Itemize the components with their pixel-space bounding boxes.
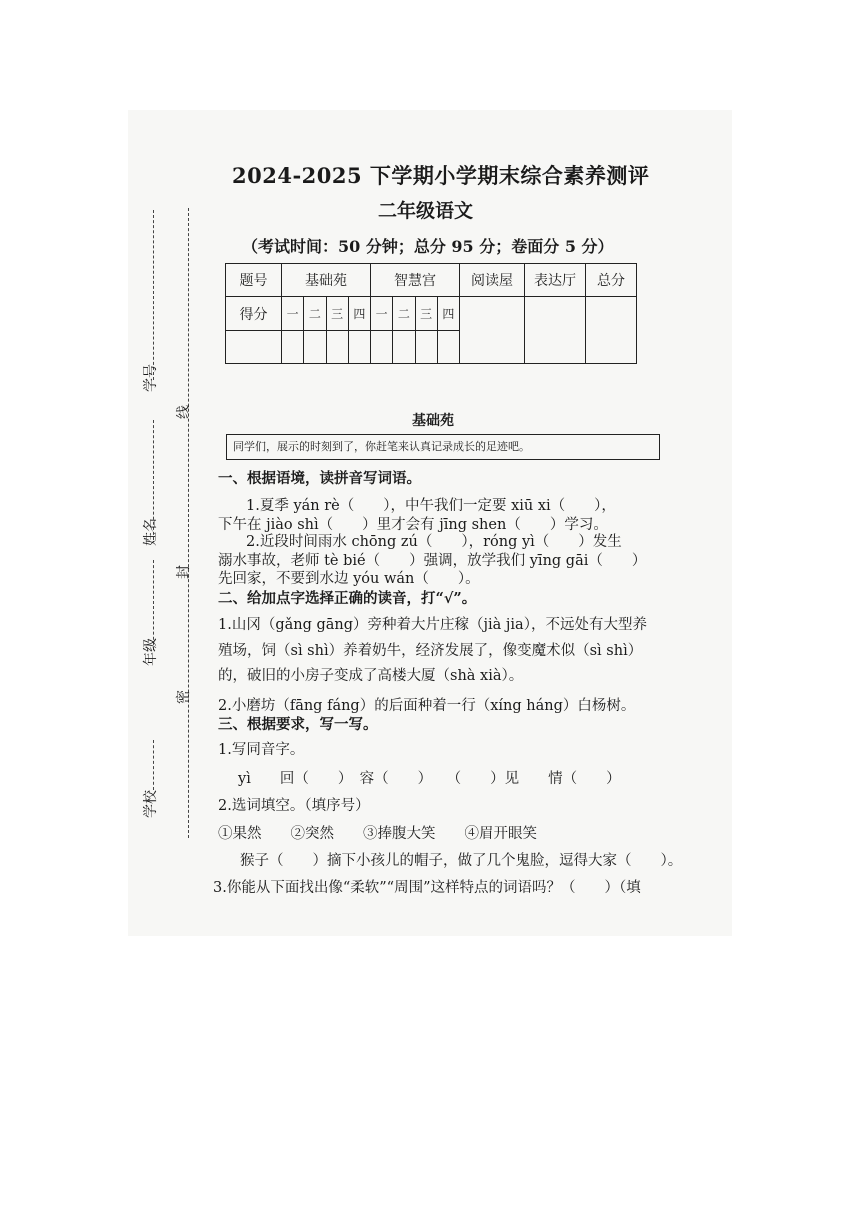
student-id-label: 学号 [143,364,159,392]
q1-title: 一、根据语境，读拼音写词语。 [218,470,421,487]
score-cell[interactable] [437,331,459,364]
q2-line: 1.山冈（gǎng gāng）旁种着大片庄稼（jià jia），不远处有大型养 [218,617,647,633]
header-cell: 总分 [586,264,637,297]
school-line[interactable] [153,740,154,790]
score-cell[interactable] [371,331,393,364]
score-cell[interactable] [415,331,437,364]
q2-line: 殖场，饲（sì shì）养着奶牛，经济发展了，像变魔术似（sì shì） [218,643,643,659]
q3-fill-line: 猴子（ ）摘下小孩儿的帽子，做了几个鬼脸，逗得大家（ ）。 [240,853,683,869]
sub-cell: 二 [304,297,326,331]
q2-line: 的，破旧的小房子变成了高楼大厦（shà xià）。 [218,668,524,684]
q3-sub1: 1.写同音字。 [218,742,305,758]
header-cell: 表达厅 [525,264,586,297]
q2-title: 二、给加点字选择正确的读音，打“√”。 [218,590,477,607]
score-table [225,263,637,364]
school-label: 学校 [143,790,159,818]
q3-sub2: 2.选词填空。（填序号） [218,798,370,814]
sub-cell: 一 [371,297,393,331]
score-cell[interactable] [226,331,282,364]
score-cell[interactable] [586,297,637,364]
grade-label: 年级 [143,638,159,666]
score-cell[interactable] [282,331,304,364]
sub-cell: 三 [415,297,437,331]
q3-sub3: 3.你能从下面找出像“柔软”“周围”这样特点的词语吗？（ ）（填 [213,880,641,896]
seal-char-line: 线 [176,405,192,419]
header-cell: 题号 [226,264,282,297]
encouragement-note: 同学们，展示的时刻到了，你赶笔来认真记录成长的足迹吧。 [226,434,660,460]
student-id-line[interactable] [153,210,154,380]
seal-char-secret: 密 [176,690,192,704]
score-cell[interactable] [348,331,370,364]
sub-cell: 四 [348,297,370,331]
header-cell: 阅读屋 [460,264,525,297]
score-cell[interactable] [304,331,326,364]
sub-cell: 四 [437,297,459,331]
grade-line[interactable] [153,560,154,650]
score-cell[interactable] [525,297,586,364]
header-cell: 智慧宫 [371,264,460,297]
exam-subtitle: 二年级语文 [378,200,474,222]
q1-line: 先回家，不要到水边 yóu wán（ ）。 [218,571,480,587]
q1-line: 下午在 jiào shì（ ）里才会有 jīng shen（ ）学习。 [218,517,608,533]
header-cell: 基础苑 [282,264,371,297]
score-cell[interactable] [460,297,525,364]
exam-title: 2024-2025 下学期小学期末综合素养测评 [232,163,650,188]
q1-line: 1.夏季 yán rè（ ），中午我们一定要 xiū xi（ ）， [246,498,616,514]
q1-line: 2.近段时间雨水 chōng zú（ ），róng yì（ ）发生 [246,534,622,550]
exam-info: （考试时间：50 分钟；总分 95 分；卷面分 5 分） [242,237,614,256]
q1-line: 溺水事故，老师 tè bié（ ）强调，放学我们 yīng gāi（ ） [218,553,647,569]
row-label: 得分 [226,297,282,331]
seal-dashed-line [188,208,189,838]
sub-cell: 三 [326,297,348,331]
q3-title: 三、根据要求，写一写。 [218,716,378,733]
name-label: 姓名 [143,518,159,546]
q2-line: 2.小磨坊（fāng fáng）的后面种着一行（xíng háng）白杨树。 [218,698,636,714]
seal-char-seal: 封 [176,565,192,579]
section-title: 基础苑 [412,413,454,429]
q3-options: ①果然 ②突然 ③捧腹大笑 ④眉开眼笑 [218,826,537,842]
q3-homophone-line: yì 回（ ） 容（ ） （ ）见 情（ ） [238,771,621,787]
sub-cell: 二 [393,297,415,331]
sub-cell: 一 [282,297,304,331]
score-cell[interactable] [326,331,348,364]
score-cell[interactable] [393,331,415,364]
